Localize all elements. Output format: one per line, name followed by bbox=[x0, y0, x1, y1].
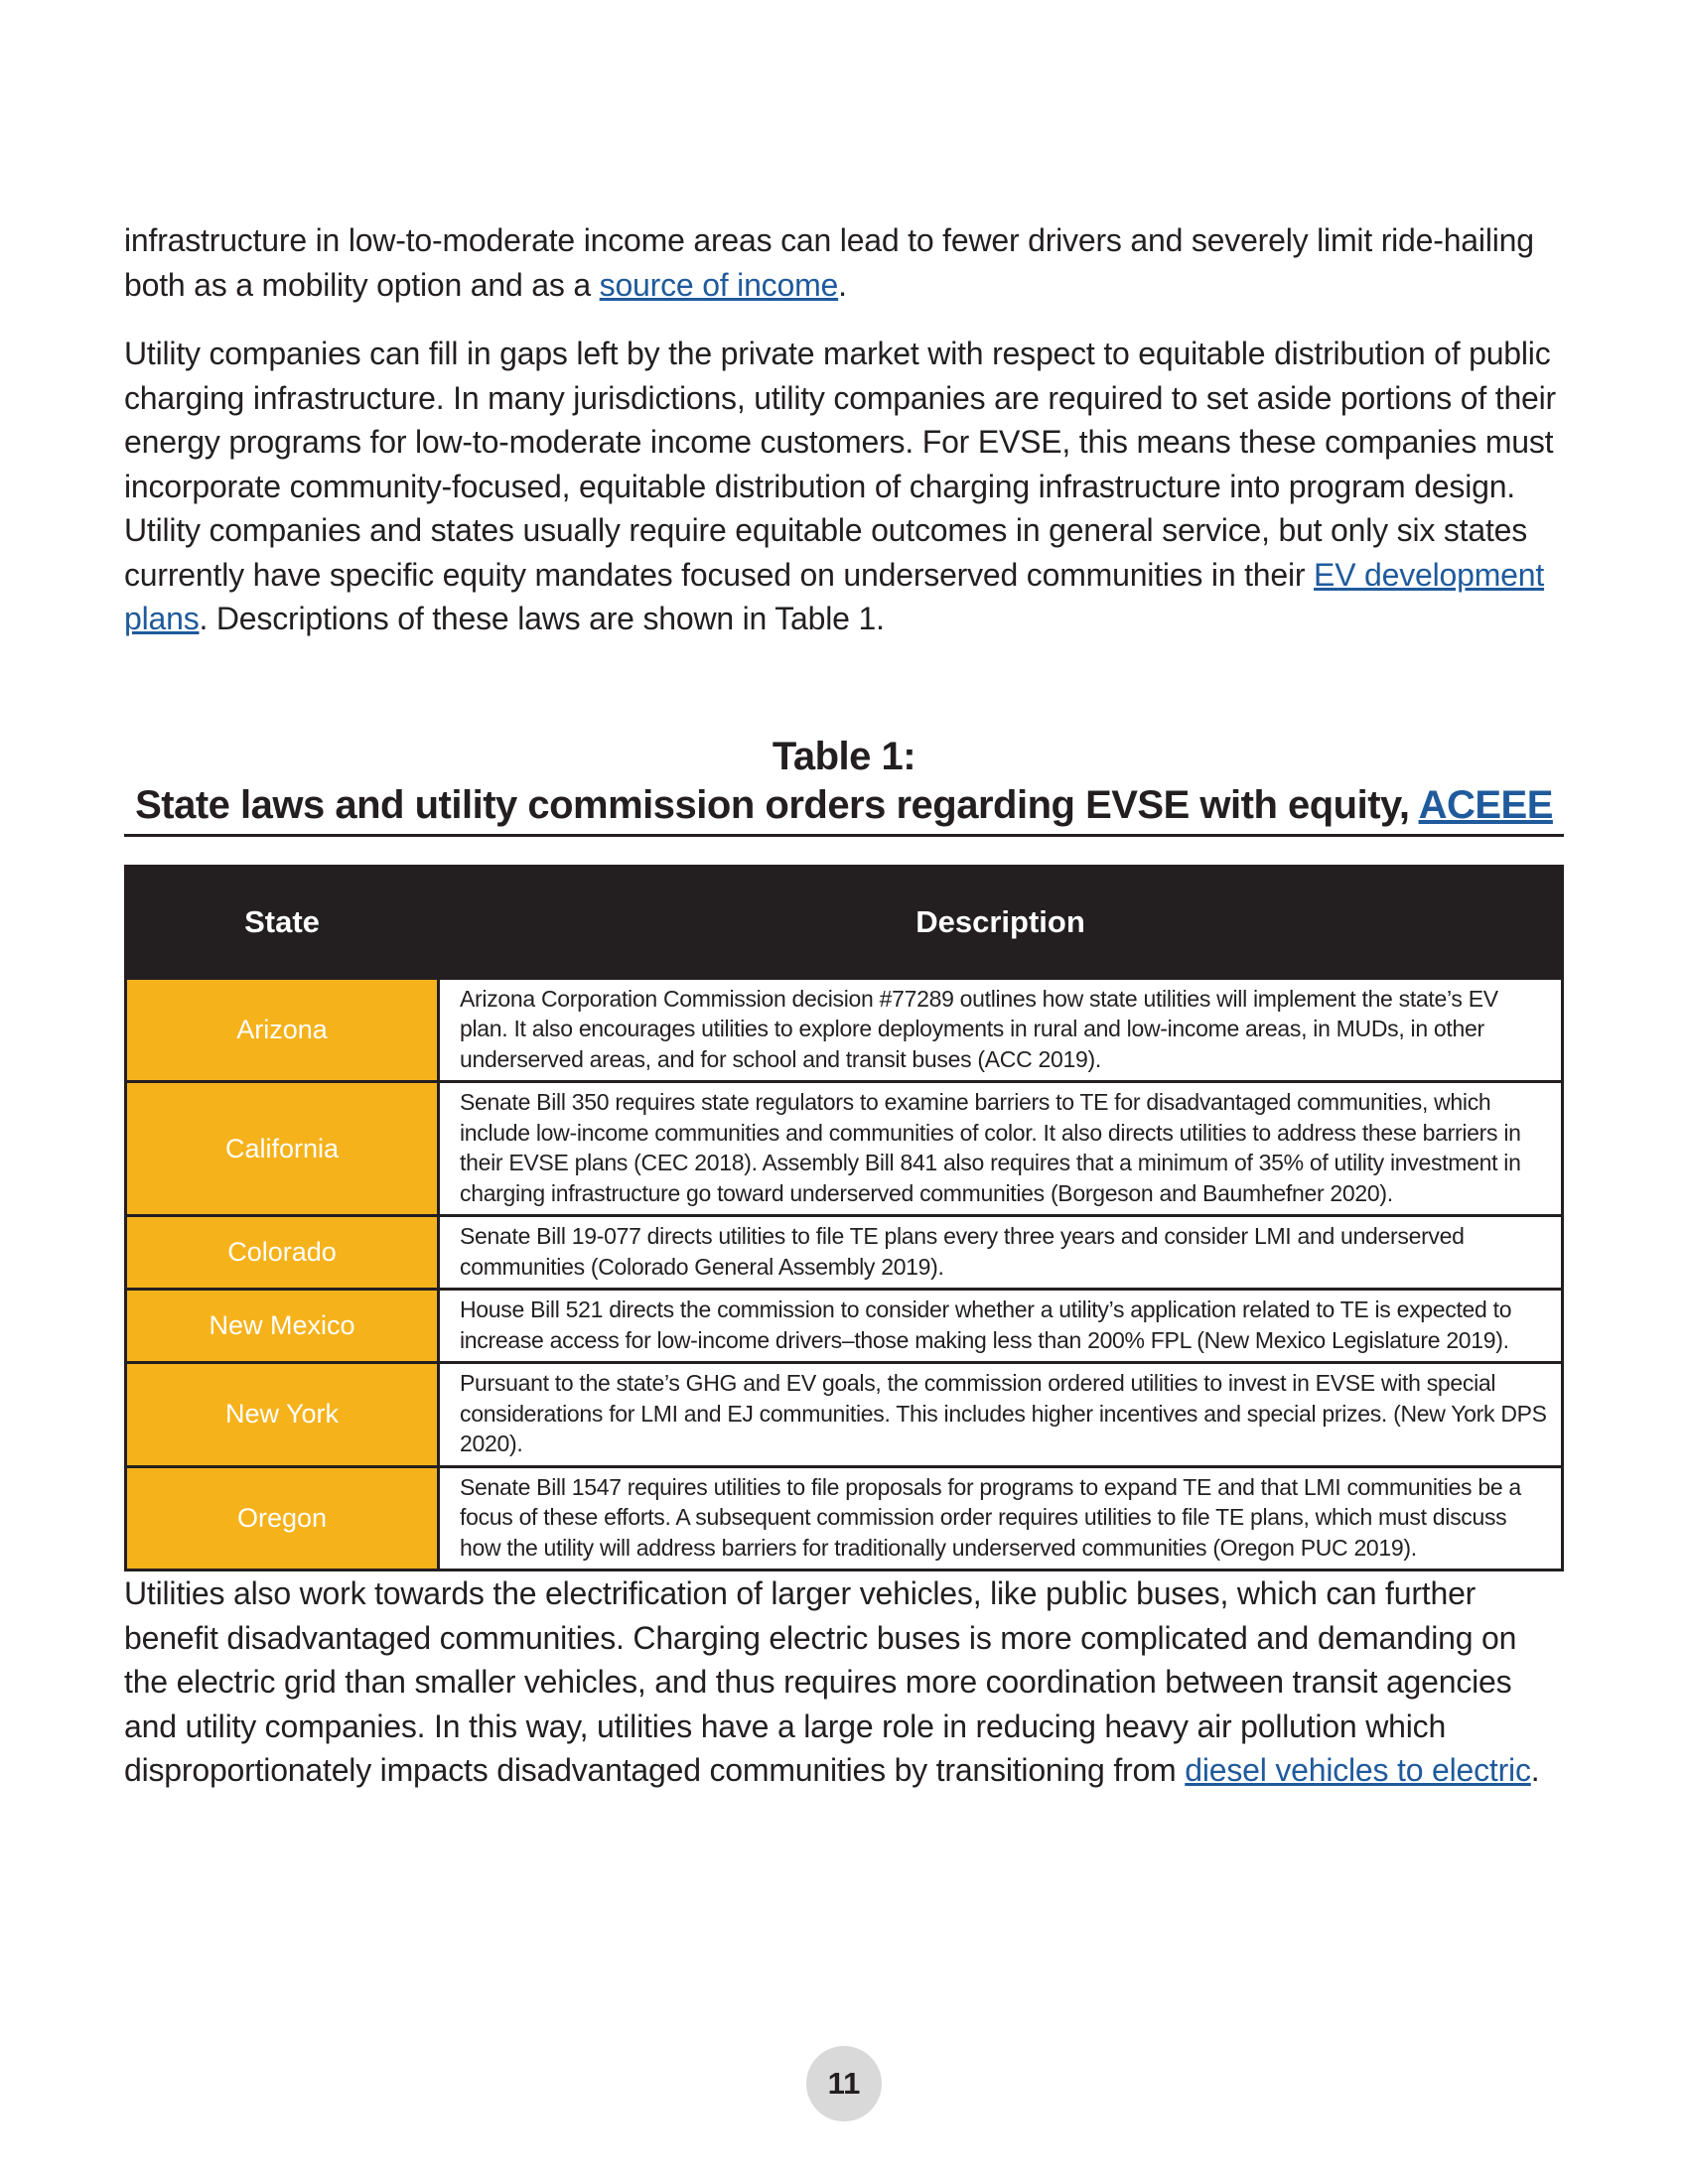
description-cell: Senate Bill 1547 requires utilities to file proposals for programs to expand TE and that LMI communities be a focus of these efforts. A subsequent commission order requires utilities to file TE plans, which must discuss how the utility will address barriers for traditionally underserved communities (Oregon PUC 2019). bbox=[439, 1466, 1563, 1570]
table-title-line1: Table 1: bbox=[772, 734, 916, 778]
paragraph-end: . Descriptions of these laws are shown in Table 1. bbox=[199, 601, 885, 636]
table-header-row bbox=[126, 866, 1563, 978]
description-cell: House Bill 521 directs the commission to consider whether a utility’s application related to TE is expected to increase access for low-income drivers–those making less than 200% FPL (New Mexico Legislature 2019). bbox=[439, 1290, 1563, 1363]
page-content bbox=[124, 218, 1564, 1818]
state-cell: New York bbox=[126, 1363, 439, 1467]
state-cell: New Mexico bbox=[126, 1290, 439, 1363]
description-cell: Senate Bill 350 requires state regulators to examine barriers to TE for disadvantaged communities, which include low-income communities and communities of color. It also directs utilities to address these barriers in their EVSE plans (CEC 2018). Assembly Bill 841 also requires that a minimum of 35% of utility investment in charging infrastructure go toward underserved communities (Borgeson and Baumhefner 2020). bbox=[439, 1082, 1563, 1216]
paragraph-text: Utilities also work towards the electrification of larger vehicles, like public buses, which can further benefit disadvantaged communities. Charging electric buses is more complicated and demanding on the electric grid than smaller vehicles, and thus requires more coordination between transit agencies and utility companies. In this way, utilities have a large role in reducing heavy air pollution which disproportionately impacts disadvantaged communities by transitioning from bbox=[124, 1575, 1517, 1788]
table-title-line2 bbox=[124, 781, 1564, 830]
title-divider bbox=[124, 834, 1564, 837]
description-cell: Senate Bill 19-077 directs utilities to file TE plans every three years and consider LMI and underserved communities (Colorado General Assembly 2019). bbox=[439, 1216, 1563, 1290]
table-title bbox=[124, 733, 1564, 830]
paragraph-end: . bbox=[838, 266, 847, 303]
table-row bbox=[126, 1216, 1563, 1290]
header-state: State bbox=[126, 866, 439, 978]
table-row bbox=[126, 1363, 1563, 1467]
paragraph-end: . bbox=[1530, 1752, 1540, 1788]
state-cell: California bbox=[126, 1082, 439, 1216]
header-description: Description bbox=[439, 866, 1563, 978]
page-number-badge: 11 bbox=[806, 2046, 882, 2121]
state-cell: Arizona bbox=[126, 978, 439, 1082]
paragraph-text: Utility companies can fill in gaps left by the private market with respect to equitable distribution of public charging infrastructure. In many jurisdictions, utility companies are required to set aside portions of their energy programs for low-to-moderate income customers. For EVSE, this means these companies must incorporate community-focused, equitable distribution of charging infrastructure into program design. Utility companies and states usually require equitable outcomes in general service, but only six states currently have specific equity mandates focused on underserved communities in their bbox=[124, 336, 1557, 593]
table-row bbox=[126, 978, 1563, 1082]
paragraph-text: infrastructure in low-to-moderate income areas can lead to fewer drivers and severely limit ride-hailing both as a mobility option and as a bbox=[124, 222, 1534, 303]
link-ev-development-plans[interactable]: EV development plans bbox=[124, 556, 1545, 636]
link-diesel-vehicles-to-electric[interactable]: diesel vehicles to electric bbox=[1185, 1752, 1531, 1788]
state-cell: Oregon bbox=[126, 1466, 439, 1570]
table-row bbox=[126, 1290, 1563, 1363]
table-title-text: State laws and utility commission orders regarding EVSE with equity, bbox=[135, 782, 1419, 827]
state-cell: Colorado bbox=[126, 1216, 439, 1290]
table-row bbox=[126, 1466, 1563, 1570]
link-aceee[interactable]: ACEEE bbox=[1418, 782, 1553, 827]
paragraph-electric-buses bbox=[124, 1571, 1564, 1793]
paragraph-utility-companies bbox=[124, 332, 1564, 641]
link-source-of-income[interactable]: source of income bbox=[599, 266, 839, 303]
table-row bbox=[126, 1082, 1563, 1216]
description-cell: Pursuant to the state’s GHG and EV goals, the commission ordered utilities to invest in EVSE with special considerations for LMI and EJ communities. This includes higher incentives and special prizes. (New York DPS 2020). bbox=[439, 1363, 1563, 1467]
description-cell: Arizona Corporation Commission decision #77289 outlines how state utilities will implement the state’s EV plan. It also encourages utilities to explore deployments in rural and low-income areas, in MUDs, in other underserved areas, and for school and transit buses (ACC 2019). bbox=[439, 978, 1563, 1082]
paragraph-ride-hailing bbox=[124, 218, 1564, 307]
state-laws-table bbox=[124, 865, 1564, 1572]
